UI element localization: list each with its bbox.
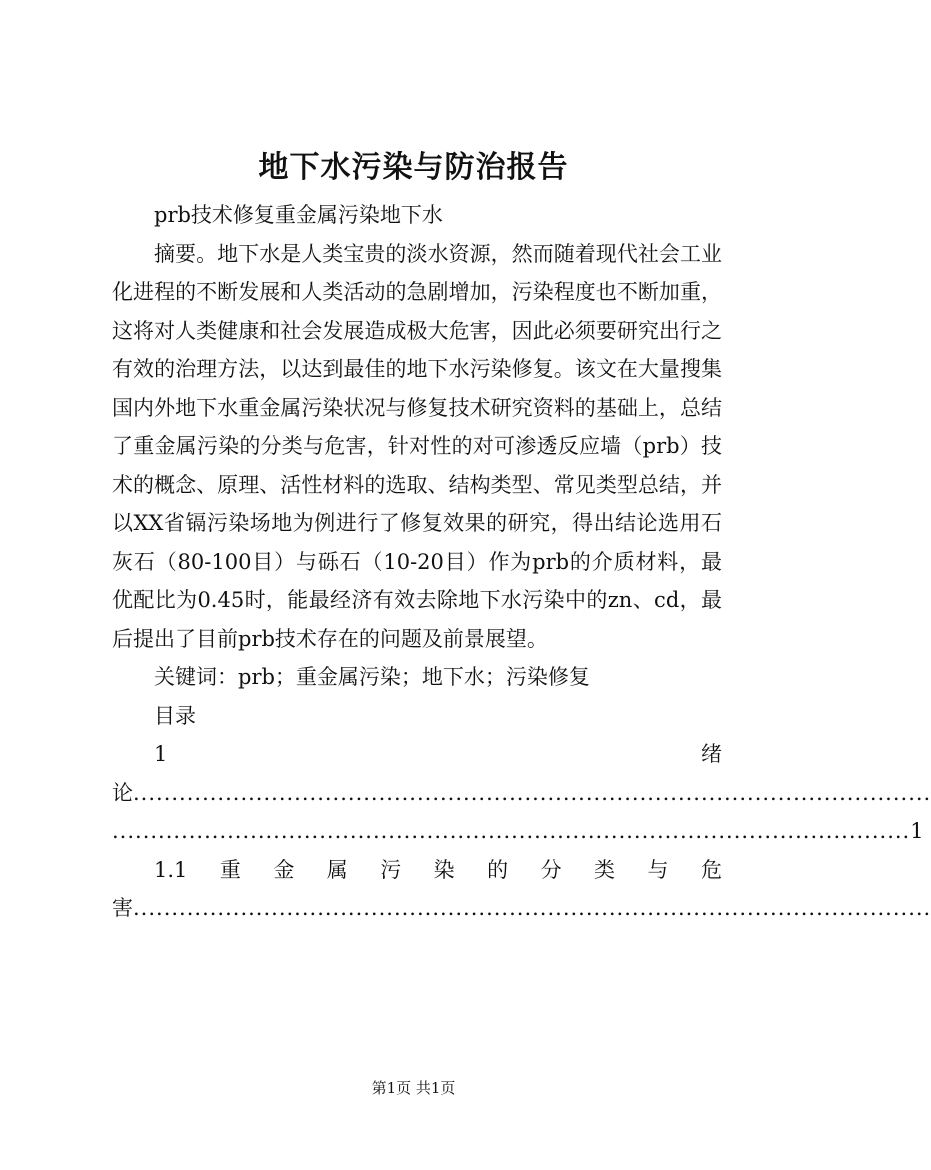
toc-entry-number: 1 (154, 742, 168, 766)
toc-entry-char: 染 (433, 857, 455, 882)
toc-leader-dots: ........................................................................................................ (112, 819, 911, 843)
document-title: 地下水污染与防治报告 (258, 150, 569, 185)
page-footer: 第1页 共1页 (371, 1079, 456, 1097)
toc-entry-title-tail: 论 (112, 780, 133, 805)
keywords-line: 关键词：prb；重金属污染；地下水；污染修复 (154, 665, 590, 689)
toc-entry-page: 1 (910, 819, 924, 843)
toc-entry-1-end (112, 812, 924, 851)
toc-entry-char: 分 (540, 857, 562, 882)
toc-entry-char: 属 (326, 857, 348, 882)
toc-entry-char: 重 (219, 857, 241, 882)
abstract-paragraph: 摘要。地下水是人类宝贵的淡水资源，然而随着现代社会工业化进程的不断发展和人类活动的急剧增加，污染程度也不断加重，这将对人类健康和社会发展造成极大危害，因此必须要研究出行之有效的治理方法，以达到最佳的地下水污染修复。该文在大量搜集国内外地下水重金属污染状况与修复技术研究资料的基础上，总结了重金属污染的分类与危害，针对性的对可渗透反应墙（prb）技术的概念、原理、活性材料的选取、结构类型、常见类型总结，并以XX省镉污染场地为例进行了修复效果的研究，得出结论选用石灰石（80-100目）与砾石（10-20目）作为prb的介质材料，最优配比为0.45时，能最经济有效去除地下水污染中的zn、cd，最后提出了目前prb技术存在的问题及前景展望。 (112, 241, 722, 651)
toc-entry-char: 类 (594, 857, 616, 882)
toc-entry-title-tail: 害 (112, 896, 133, 920)
toc-entry-2-head[interactable] (112, 851, 722, 890)
toc-entry-2-leader (112, 889, 931, 928)
toc-entry-char: 与 (647, 857, 669, 882)
toc-entry-number: 1.1 (154, 857, 188, 882)
document-subtitle: prb技术修复重金属污染地下水 (154, 203, 443, 227)
document-body (112, 196, 931, 928)
toc-entry-char: 危 (700, 857, 722, 882)
toc-entry-char: 污 (380, 857, 402, 882)
toc-leader-dots: ........................................................................................................ (133, 780, 931, 805)
toc-heading: 目录 (154, 703, 196, 728)
toc-entry-title-head: 绪 (701, 742, 722, 766)
toc-entry-1-head[interactable] (112, 735, 722, 774)
toc-entry-char: 的 (487, 857, 509, 882)
toc-entry-1-leader (112, 774, 931, 813)
toc-leader-dots: ........................................................................................................ (133, 896, 931, 920)
toc-entry-char: 金 (273, 857, 295, 882)
